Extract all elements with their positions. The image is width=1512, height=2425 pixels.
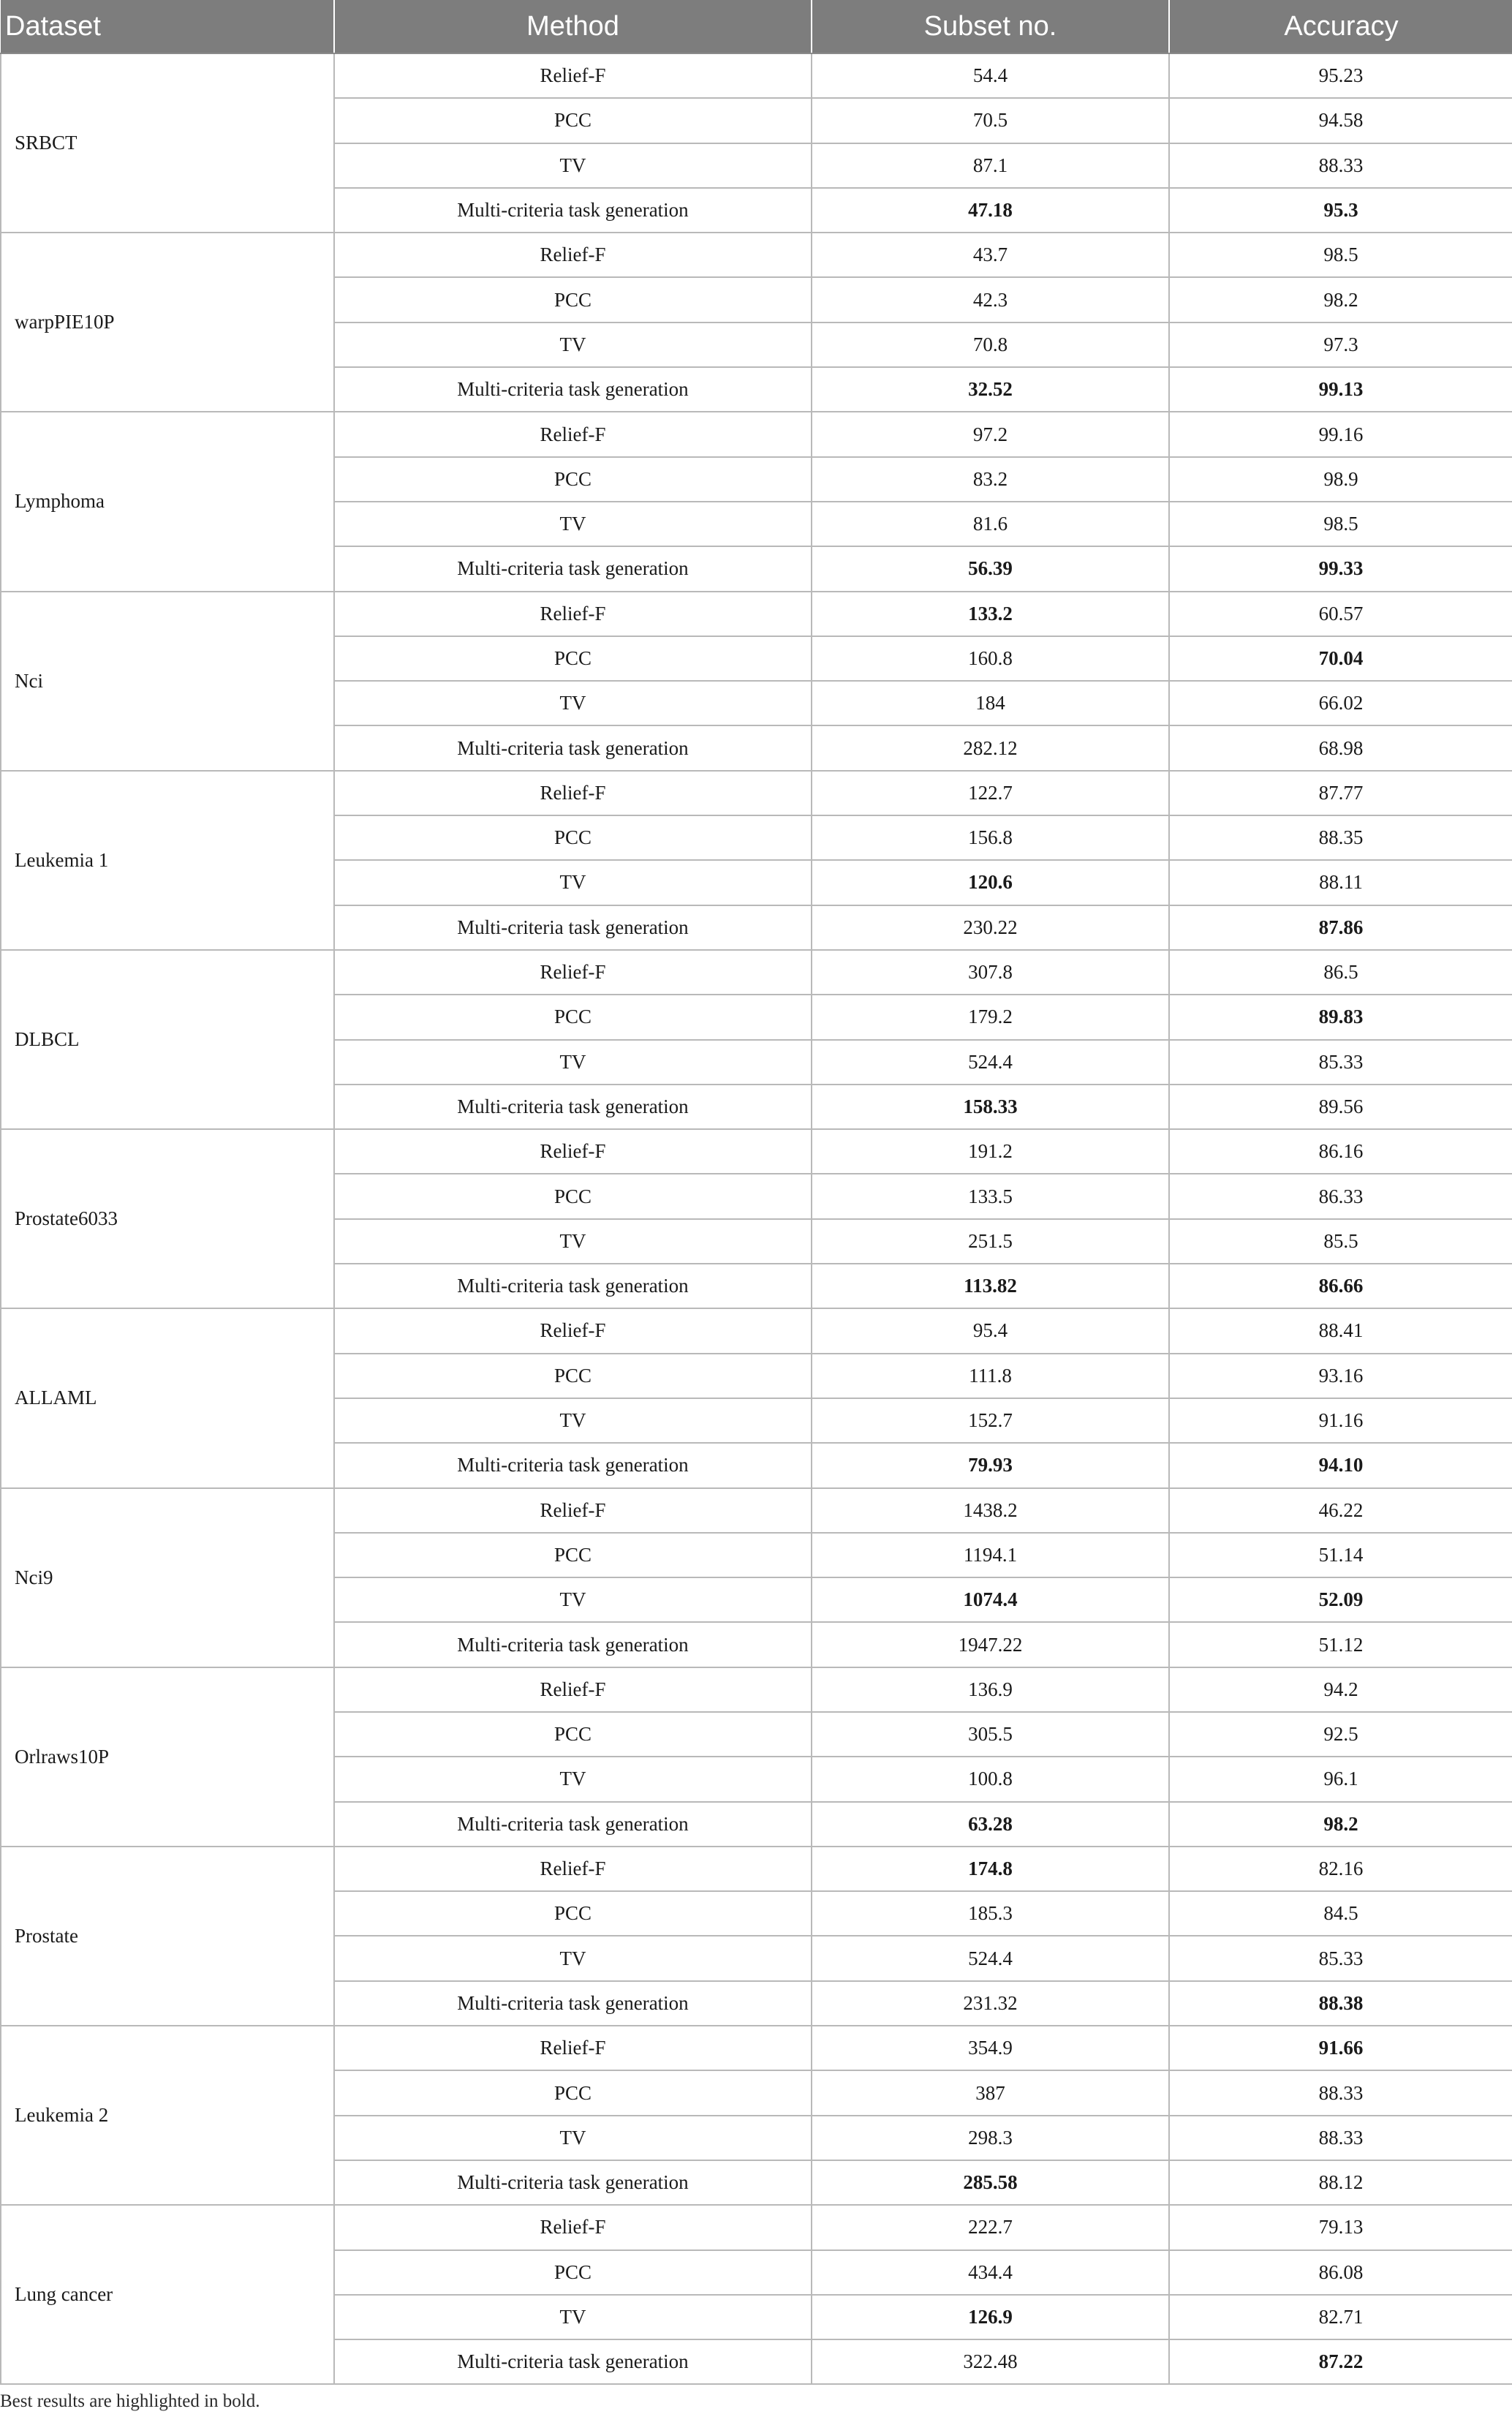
accuracy-cell: 98.5 [1169,502,1512,546]
accuracy-cell: 98.9 [1169,457,1512,502]
method-cell: PCC [334,277,812,322]
accuracy-cell: 94.10 [1169,1443,1512,1487]
header-row [1,0,1512,53]
accuracy-cell: 91.16 [1169,1398,1512,1443]
accuracy-cell: 88.33 [1169,2070,1512,2115]
header-subset-no: Subset no. [812,0,1169,53]
accuracy-cell: 99.13 [1169,367,1512,412]
accuracy-cell: 85.33 [1169,1040,1512,1085]
accuracy-cell: 98.2 [1169,277,1512,322]
accuracy-cell: 70.04 [1169,636,1512,681]
method-cell: Multi-criteria task generation [334,546,812,591]
subset-no-cell: 54.4 [812,53,1169,98]
accuracy-cell: 92.5 [1169,1712,1512,1757]
accuracy-cell: 51.14 [1169,1533,1512,1577]
dataset-cell: Nci [1,592,334,771]
dataset-cell: Orlraws10P [1,1667,334,1847]
method-cell: PCC [334,1174,812,1218]
table-row [1,1308,1512,1353]
method-cell: TV [334,860,812,905]
method-cell: Relief-F [334,1847,812,1891]
subset-no-cell: 305.5 [812,1712,1169,1757]
method-cell: PCC [334,815,812,860]
accuracy-cell: 82.16 [1169,1847,1512,1891]
accuracy-cell: 98.2 [1169,1802,1512,1847]
subset-no-cell: 97.2 [812,412,1169,456]
method-cell: Multi-criteria task generation [334,188,812,233]
table-body [1,53,1512,2384]
accuracy-cell: 94.58 [1169,98,1512,143]
subset-no-cell: 354.9 [812,2026,1169,2070]
subset-no-cell: 95.4 [812,1308,1169,1353]
accuracy-cell: 82.71 [1169,2295,1512,2339]
accuracy-cell: 87.77 [1169,771,1512,815]
accuracy-cell: 91.66 [1169,2026,1512,2070]
accuracy-cell: 88.38 [1169,1981,1512,2026]
table-row [1,2026,1512,2070]
accuracy-cell: 86.66 [1169,1264,1512,1308]
dataset-cell: Lung cancer [1,2205,334,2384]
subset-no-cell: 47.18 [812,188,1169,233]
header-accuracy: Accuracy [1169,0,1512,53]
table-row [1,412,1512,456]
subset-no-cell: 111.8 [812,1354,1169,1398]
accuracy-cell: 99.16 [1169,412,1512,456]
method-cell: Relief-F [334,2205,812,2249]
method-cell: Multi-criteria task generation [334,1981,812,2026]
accuracy-cell: 60.57 [1169,592,1512,636]
subset-no-cell: 133.5 [812,1174,1169,1218]
subset-no-cell: 179.2 [812,995,1169,1039]
accuracy-cell: 88.11 [1169,860,1512,905]
method-cell: Multi-criteria task generation [334,1264,812,1308]
subset-no-cell: 387 [812,2070,1169,2115]
method-cell: Multi-criteria task generation [334,1443,812,1487]
method-cell: PCC [334,1891,812,1936]
method-cell: PCC [334,457,812,502]
dataset-cell: Lymphoma [1,412,334,591]
accuracy-cell: 98.5 [1169,233,1512,277]
dataset-cell: Leukemia 1 [1,771,334,950]
method-cell: TV [334,143,812,188]
header-dataset: Dataset [1,0,334,53]
method-cell: Multi-criteria task generation [334,1622,812,1667]
subset-no-cell: 298.3 [812,2116,1169,2160]
method-cell: Multi-criteria task generation [334,2339,812,2384]
accuracy-cell: 51.12 [1169,1622,1512,1667]
accuracy-cell: 86.33 [1169,1174,1512,1218]
table-row [1,2205,1512,2249]
table-row [1,1667,1512,1712]
accuracy-cell: 84.5 [1169,1891,1512,1936]
method-cell: PCC [334,2250,812,2295]
accuracy-cell: 46.22 [1169,1488,1512,1533]
dataset-cell: ALLAML [1,1308,334,1487]
subset-no-cell: 184 [812,681,1169,725]
subset-no-cell: 185.3 [812,1891,1169,1936]
method-cell: PCC [334,1712,812,1757]
subset-no-cell: 70.8 [812,323,1169,367]
table-row [1,1129,1512,1174]
subset-no-cell: 524.4 [812,1040,1169,1085]
method-cell: TV [334,2295,812,2339]
subset-no-cell: 307.8 [812,950,1169,995]
table-row [1,53,1512,98]
accuracy-cell: 88.41 [1169,1308,1512,1353]
method-cell: TV [334,1936,812,1980]
subset-no-cell: 160.8 [812,636,1169,681]
subset-no-cell: 174.8 [812,1847,1169,1891]
table-footnote: Best results are highlighted in bold. [0,2391,260,2411]
method-cell: Relief-F [334,233,812,277]
subset-no-cell: 126.9 [812,2295,1169,2339]
accuracy-cell: 93.16 [1169,1354,1512,1398]
subset-no-cell: 122.7 [812,771,1169,815]
method-cell: Multi-criteria task generation [334,725,812,770]
accuracy-cell: 52.09 [1169,1577,1512,1622]
subset-no-cell: 63.28 [812,1802,1169,1847]
method-cell: PCC [334,1354,812,1398]
subset-no-cell: 1438.2 [812,1488,1169,1533]
subset-no-cell: 282.12 [812,725,1169,770]
method-cell: Multi-criteria task generation [334,905,812,950]
accuracy-cell: 86.08 [1169,2250,1512,2295]
method-cell: PCC [334,2070,812,2115]
accuracy-cell: 97.3 [1169,323,1512,367]
subset-no-cell: 136.9 [812,1667,1169,1712]
method-cell: TV [334,323,812,367]
method-cell: Relief-F [334,1667,812,1712]
accuracy-cell: 85.33 [1169,1936,1512,1980]
subset-no-cell: 70.5 [812,98,1169,143]
accuracy-cell: 87.86 [1169,905,1512,950]
method-cell: Multi-criteria task generation [334,2160,812,2205]
accuracy-cell: 88.33 [1169,2116,1512,2160]
accuracy-cell: 86.5 [1169,950,1512,995]
dataset-cell: SRBCT [1,53,334,233]
method-cell: PCC [334,98,812,143]
subset-no-cell: 524.4 [812,1936,1169,1980]
method-cell: Relief-F [334,950,812,995]
method-cell: Relief-F [334,1129,812,1174]
dataset-cell: Prostate [1,1847,334,2026]
accuracy-cell: 88.35 [1169,815,1512,860]
subset-no-cell: 1074.4 [812,1577,1169,1622]
subset-no-cell: 120.6 [812,860,1169,905]
accuracy-cell: 89.83 [1169,995,1512,1039]
accuracy-cell: 85.5 [1169,1219,1512,1264]
accuracy-cell: 88.12 [1169,2160,1512,2205]
subset-no-cell: 191.2 [812,1129,1169,1174]
accuracy-cell: 66.02 [1169,681,1512,725]
accuracy-cell: 95.23 [1169,53,1512,98]
method-cell: Relief-F [334,1308,812,1353]
accuracy-cell: 99.33 [1169,546,1512,591]
subset-no-cell: 434.4 [812,2250,1169,2295]
method-cell: TV [334,1040,812,1085]
method-cell: Relief-F [334,412,812,456]
method-cell: PCC [334,1533,812,1577]
subset-no-cell: 100.8 [812,1757,1169,1801]
subset-no-cell: 231.32 [812,1981,1169,2026]
subset-no-cell: 222.7 [812,2205,1169,2249]
subset-no-cell: 251.5 [812,1219,1169,1264]
accuracy-cell: 86.16 [1169,1129,1512,1174]
table-row [1,771,1512,815]
method-cell: TV [334,1398,812,1443]
method-cell: Relief-F [334,53,812,98]
accuracy-cell: 88.33 [1169,143,1512,188]
method-cell: TV [334,1219,812,1264]
method-cell: TV [334,1577,812,1622]
subset-no-cell: 42.3 [812,277,1169,322]
subset-no-cell: 322.48 [812,2339,1169,2384]
table-row [1,233,1512,277]
accuracy-cell: 68.98 [1169,725,1512,770]
table-row [1,1847,1512,1891]
method-cell: Multi-criteria task generation [334,367,812,412]
dataset-cell: Nci9 [1,1488,334,1667]
method-cell: TV [334,502,812,546]
dataset-cell: Leukemia 2 [1,2026,334,2205]
accuracy-cell: 79.13 [1169,2205,1512,2249]
method-cell: PCC [334,995,812,1039]
method-cell: TV [334,1757,812,1801]
subset-no-cell: 156.8 [812,815,1169,860]
subset-no-cell: 87.1 [812,143,1169,188]
method-cell: TV [334,681,812,725]
subset-no-cell: 285.58 [812,2160,1169,2205]
method-cell: Multi-criteria task generation [334,1802,812,1847]
subset-no-cell: 81.6 [812,502,1169,546]
subset-no-cell: 1194.1 [812,1533,1169,1577]
header-method: Method [334,0,812,53]
subset-no-cell: 230.22 [812,905,1169,950]
accuracy-cell: 87.22 [1169,2339,1512,2384]
table-row [1,1488,1512,1533]
accuracy-cell: 95.3 [1169,188,1512,233]
method-cell: Relief-F [334,592,812,636]
subset-no-cell: 83.2 [812,457,1169,502]
method-cell: PCC [334,636,812,681]
dataset-cell: Prostate6033 [1,1129,334,1308]
subset-no-cell: 1947.22 [812,1622,1169,1667]
accuracy-cell: 94.2 [1169,1667,1512,1712]
accuracy-cell: 89.56 [1169,1085,1512,1129]
method-cell: Relief-F [334,771,812,815]
subset-no-cell: 158.33 [812,1085,1169,1129]
method-cell: TV [334,2116,812,2160]
method-cell: Relief-F [334,1488,812,1533]
subset-no-cell: 56.39 [812,546,1169,591]
subset-no-cell: 79.93 [812,1443,1169,1487]
subset-no-cell: 152.7 [812,1398,1169,1443]
dataset-cell: warpPIE10P [1,233,334,412]
table-row [1,950,1512,995]
table-header [1,0,1512,53]
method-cell: Multi-criteria task generation [334,1085,812,1129]
subset-no-cell: 113.82 [812,1264,1169,1308]
method-cell: Relief-F [334,2026,812,2070]
subset-no-cell: 43.7 [812,233,1169,277]
dataset-cell: DLBCL [1,950,334,1129]
table-row [1,592,1512,636]
subset-no-cell: 133.2 [812,592,1169,636]
accuracy-cell: 96.1 [1169,1757,1512,1801]
subset-no-cell: 32.52 [812,367,1169,412]
